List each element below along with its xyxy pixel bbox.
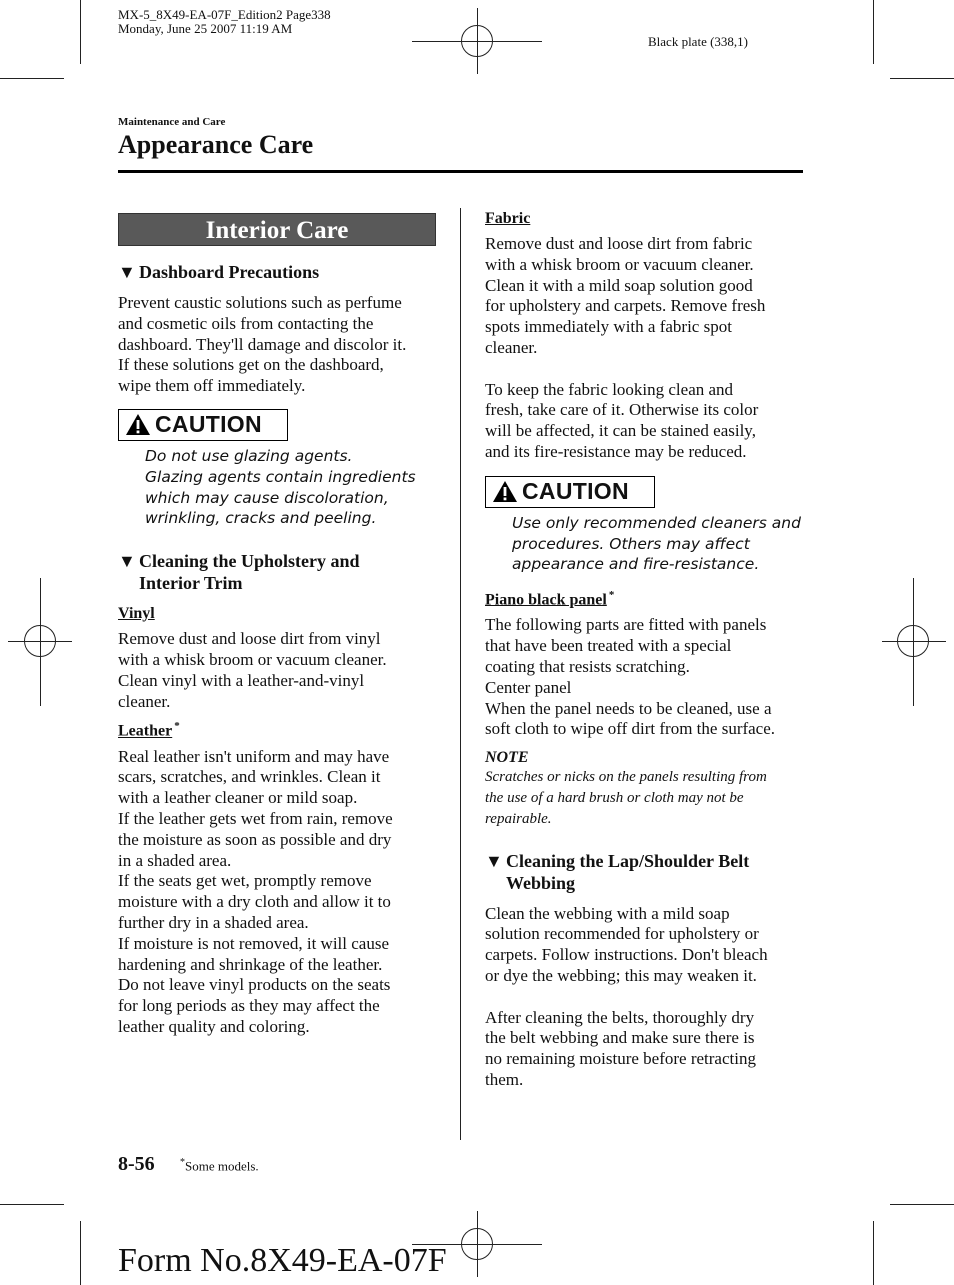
crop-mark bbox=[0, 78, 64, 79]
column-divider bbox=[460, 208, 461, 1140]
section-banner: Interior Care bbox=[118, 213, 436, 246]
asterisk-icon: * bbox=[174, 720, 180, 733]
footnote: *Some models. bbox=[180, 1157, 259, 1174]
caution-label: CAUTION bbox=[522, 478, 629, 505]
piano-heading: Piano black panel * bbox=[485, 589, 615, 609]
note-text: Scratches or nicks on the panels resulting from the use of a hard brush or cloth may not be repairable. bbox=[485, 769, 767, 827]
left-column bbox=[118, 213, 436, 1038]
fabric-body-2: To keep the fabric looking clean and fresh, take care of it. Otherwise its color will be affected, it can be stained easily, and its fire-resistance may be reduced. bbox=[485, 379, 759, 461]
upholstery-heading: ▼ Cleaning the Upholstery and Interior Trim bbox=[118, 551, 360, 594]
crop-mark bbox=[0, 1204, 64, 1205]
caution-text: Use only recommended cleaners and procedures. Others may affect appearance and fire-resistance. bbox=[512, 513, 801, 574]
vinyl-body: Remove dust and loose dirt from vinyl with a whisk broom or vacuum cleaner. Clean vinyl with a leather-and-vinyl cleaner. bbox=[118, 629, 387, 711]
crop-mark bbox=[873, 1221, 874, 1285]
dashboard-heading: ▼ Dashboard Precautions bbox=[118, 262, 320, 282]
header-rule bbox=[118, 170, 803, 173]
vinyl-heading: Vinyl bbox=[118, 605, 155, 623]
caution-label: CAUTION bbox=[155, 411, 262, 438]
triangle-down-icon: ▼ bbox=[118, 262, 136, 282]
fabric-body: Remove dust and loose dirt from fabric with a whisk broom or vacuum cleaner. Clean it with a mild soap solution good for upholstery and carpets. Remove fresh spots immediately with a fabric spot cleaner. bbox=[485, 234, 766, 357]
page-number: 8-56 bbox=[118, 1153, 155, 1175]
triangle-down-icon: ▼ bbox=[485, 850, 503, 871]
slug-line-2: Monday, June 25 2007 11:19 AM bbox=[118, 21, 293, 36]
asterisk-icon: * bbox=[180, 1157, 185, 1168]
plate-label: Black plate (338,1) bbox=[648, 34, 748, 49]
leather-body: Real leather isn't uniform and may have scars, scratches, and wrinkles. Clean it with a leather cleaner or mild soap. If the leather gets wet from rain, remove the moisture as soon as possible and dry in a shaded area. If the seats get wet, promptly remove moisture with a dry cloth and allow it to further dry in a shaded area. If moisture is not removed, it will cause hardening and shrinkage of the leather. Do not leave vinyl products on the seats for long periods as they may affect the leather quality and coloring. bbox=[118, 746, 393, 1037]
dashboard-body: Prevent caustic solutions such as perfume and cosmetic oils from contacting the dashboard. They'll damage and discolor it. If these solutions get on the dashboard, wipe them off immediately. bbox=[118, 293, 407, 396]
crop-mark bbox=[873, 0, 874, 64]
fabric-heading: Fabric bbox=[485, 210, 531, 227]
chapter-title: Appearance Care bbox=[118, 130, 314, 159]
asterisk-icon: * bbox=[608, 589, 615, 602]
section-label: Maintenance and Care bbox=[118, 116, 226, 128]
triangle-down-icon: ▼ bbox=[118, 551, 136, 572]
crop-mark bbox=[80, 1221, 81, 1285]
caution-box bbox=[118, 409, 288, 441]
belt-body-2: After cleaning the belts, thoroughly dry the belt webbing and make sure there is no remaining moisture before retracting them. bbox=[485, 1007, 756, 1090]
leather-heading: Leather * bbox=[118, 720, 180, 740]
caution-box bbox=[485, 476, 655, 508]
belt-heading: ▼ Cleaning the Lap/Shoulder Belt Webbing bbox=[485, 850, 750, 893]
piano-body: The following parts are fitted with panels that have been treated with a special coating that resists scratching. Center panel When the panel needs to be cleaned, use a soft cloth to wipe off dirt from the surface. bbox=[485, 615, 776, 739]
caution-text: Do not use glazing agents. Glazing agents contain ingredients which may cause discoloration, wrinkling, cracks and peeling. bbox=[145, 446, 416, 528]
warning-triangle-icon bbox=[125, 413, 151, 436]
form-number: Form No.8X49-EA-07F bbox=[118, 1242, 447, 1279]
belt-body: Clean the webbing with a mild soap solution recommended for upholstery or carpets. Follow instructions. Don't bleach or dye the webbing; this may weaken it. bbox=[485, 903, 768, 986]
slug-line-1: MX-5_8X49-EA-07F_Edition2 Page338 bbox=[118, 7, 331, 22]
crop-mark bbox=[890, 1204, 954, 1205]
crop-mark bbox=[80, 0, 81, 64]
note-heading: NOTE bbox=[485, 749, 529, 767]
crop-mark bbox=[890, 78, 954, 79]
right-column bbox=[485, 210, 805, 1091]
print-slug bbox=[118, 8, 331, 36]
warning-triangle-icon bbox=[492, 480, 518, 503]
